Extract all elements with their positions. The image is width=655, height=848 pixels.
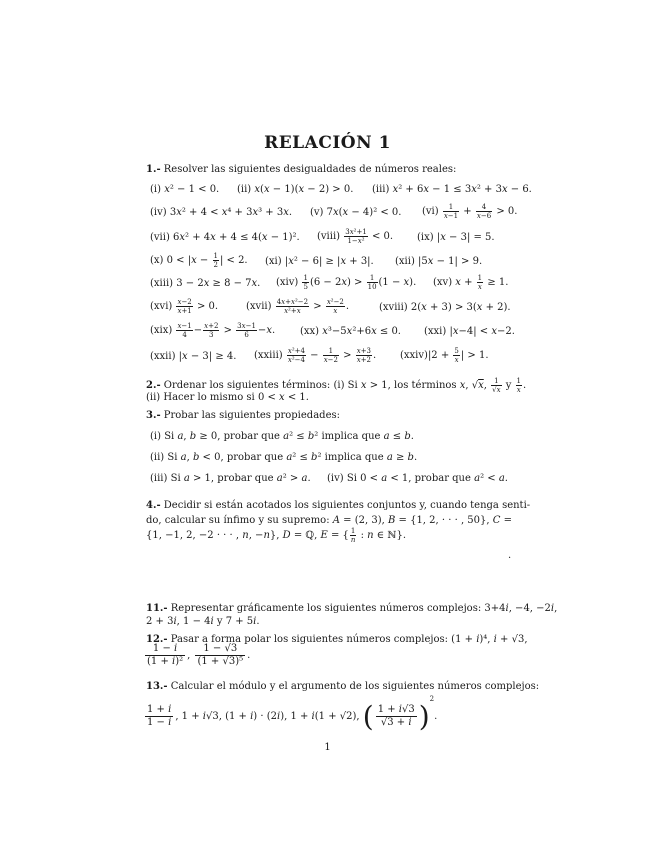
problem-4-line3: {1, −1, 2, −2 · · · , n, −n}, D = ℚ, E = { $\frac{1}{n}$ : n ∈ ℕ}. [146,527,407,544]
ineq-xx: (xx) x³−5x²+6x ≤ 0. [300,326,401,337]
problem-11-line2: 2 + 3i, 1 − 4i y 7 + 5i. [146,616,260,627]
ineq-ii: (ii) x(x − 1)(x − 2) > 0. [237,184,354,195]
prop-iv: (iv) Si 0 < a < 1, probar que a² < a. [327,473,508,484]
problem-2-line2: (ii) Hacer lo mismo si 0 < x < 1. [146,392,309,403]
ineq-xvi: (xvi) $\frac{x-2}{x+1}$ > 0. [150,298,219,315]
ineq-i: (i) x² − 1 < 0. [150,184,220,195]
ineq-xii: (xii) |5x − 1| > 9. [395,256,483,267]
problem-1-heading [146,163,456,176]
ineq-vii: (vii) 6x² + 4x + 4 ≤ 4(x − 1)². [150,232,300,243]
problem-4-line1: 4.- Decidir si están acotados los siguientes conjuntos y, cuando tenga senti- [146,500,531,511]
problem-3-heading: 3.- Probar las siguientes propiedades: [146,410,340,421]
problem-1-number: 1.- [146,164,161,175]
ineq-iii: (iii) x² + 6x − 1 ≤ 3x² + 3x − 6. [372,184,532,195]
problem-12-line2: $\frac{1 - i}{\text{(1 + i)²}}$ , $\frac{1 - √3}{\text{(1 + √3)⁵}}$ . [147,643,251,667]
ineq-xxiii: (xxiii) $\frac{\text{x²+4}}{\text{x²−4}}$ − $\frac{1}{x-2}$ > $\frac{x+3}{x+2}$ . [254,347,377,364]
ineq-xv: (xv) x + $\frac{1}{x}$ ≥ 1. [433,274,509,291]
ineq-xxii: (xxii) |x − 3| ≥ 4. [150,351,237,362]
ineq-iv: (iv) 3x² + 4 < x⁴ + 3x³ + 3x. [150,207,293,218]
ineq-xvii: (xvii) $\frac{\text{4x+x²−2}}{\text{x²+x}}$ > $\frac{\text{x²−2}}{x}$ . [246,298,350,315]
ineq-xxiv: (xxiv)|2 + $\frac{5}{x}$ | > 1. [400,347,489,364]
ineq-xiv: (xiv) $\frac{1}{5}$ (6 − 2x) > $\frac{1}{10}$ (1 − x). [276,274,417,291]
problem-4-line2: do, calcular su ínfimo y su supremo: A = (2, 3), B = {1, 2, · · · , 50}, C = [146,515,512,526]
ineq-viii: (viii) $\frac{\text{3x²+1}}{\text{1−x²}}$ < 0. [317,228,394,245]
ineq-vi: (vi) $\frac{1}{x-1}$ + $\frac{4}{x-6}$ > 0. [422,203,518,220]
prop-iii: (iii) Si a > 1, probar que a² > a. [150,473,311,484]
problem-1-intro: Resolver las siguientes desigualdades de números reales: [163,164,457,175]
stray-dot: . [508,550,512,561]
problem-2-line1: 2.- Ordenar los siguientes términos: (i) Si x > 1, los términos x, √x, $\frac{1}{√x}$ y $\frac{1}{x}$ . [146,377,527,394]
ineq-ix: (ix) |x − 3| = 5. [417,232,495,243]
page-title: RELACIÓN 1 [264,133,391,153]
problem-12-line1: 12.- Pasar a forma polar los siguientes números complejos: (1 + i)⁴, i + √3, [146,634,528,645]
ineq-xi: (xi) |x² − 6| ≥ |x + 3|. [265,256,374,267]
ineq-xix: (xix) $\frac{x-1}{4}$ − $\frac{x+2}{3}$ > $\frac{3x-1}{6}$ −x. [150,322,276,339]
ineq-x: (x) 0 < |x − $\frac{1}{2}$ | < 2. [150,252,248,269]
page-number: 1 [324,742,331,753]
problem-13-line2: $\frac{1 + i}{1 - i}$ , 1 + i√3, (1 + i) · (2i), 1 + i(1 + √2), ( $\frac{1 + i√3}{√3 + i}$ )$^2$. [147,695,438,733]
prop-i: (i) Si a, b ≥ 0, probar que a² ≤ b² implica que a ≤ b. [150,431,414,442]
prop-ii: (ii) Si a, b < 0, probar que a² ≤ b² implica que a ≥ b. [150,452,418,463]
problem-11-line1: 11.- Representar gráficamente los siguientes números complejos: 3+4i, −4, −2i, [146,603,558,614]
ineq-v: (v) 7x(x − 4)² < 0. [310,207,402,218]
ineq-xviii: (xviii) 2(x + 3) > 3(x + 2). [379,302,511,313]
ineq-xiii: (xiii) 3 − 2x ≥ 8 − 7x. [150,278,261,289]
problem-13-line1: 13.- Calcular el módulo y el argumento de los siguientes números complejos: [146,681,540,692]
ineq-xxi: (xxi) |x−4| < x−2. [424,326,515,337]
